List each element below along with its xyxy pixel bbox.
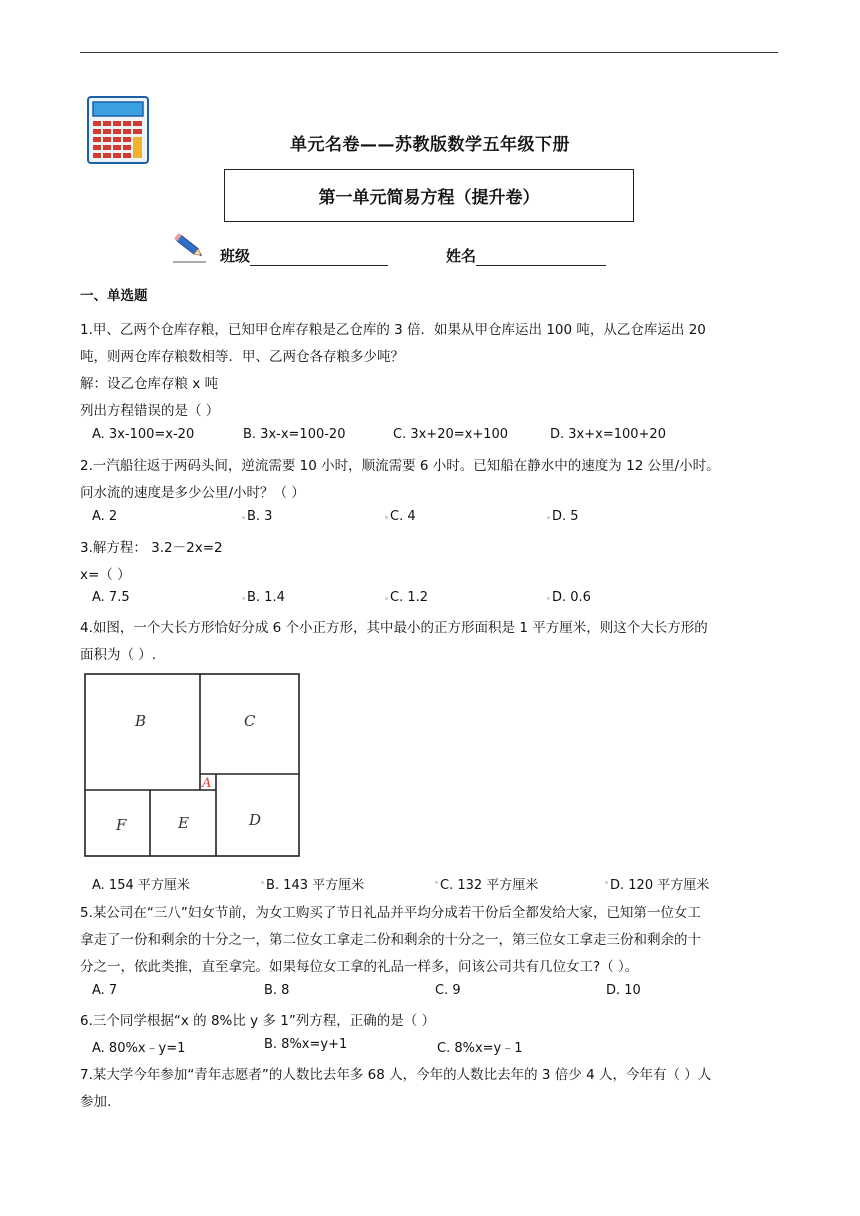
q3-option-d[interactable]: D. 0.6	[552, 590, 591, 605]
name-field	[446, 245, 606, 266]
name-label: 姓名	[446, 247, 477, 265]
figure-label-b: B	[135, 712, 147, 730]
option-marker	[385, 516, 388, 519]
figure-label-f: F	[116, 816, 127, 834]
q4-line2: 面积为（ ）.	[80, 647, 157, 663]
q5-line1: 5.某公司在“三八”妇女节前，为女工购买了节日礼品并平均分成若干份后全都发给大家，已知第一位女工	[80, 905, 701, 921]
figure-label-d: D	[249, 811, 262, 829]
q2-option-d[interactable]: D. 5	[552, 509, 579, 524]
option-marker	[261, 881, 264, 884]
q3-line1: 3.解方程： 3.2－2x=2	[80, 540, 223, 556]
q4-option-c[interactable]: C. 132 平方厘米	[440, 878, 539, 893]
q1-line2: 吨，则两仓库存粮数相等．甲、乙两仓各存粮多少吨？	[80, 349, 404, 365]
q2-option-a[interactable]: A. 2	[92, 509, 118, 524]
q1-line3: 解：设乙仓库存粮 x 吨	[80, 376, 219, 392]
figure-label-e: E	[178, 814, 189, 832]
option-marker	[605, 881, 608, 884]
q6-option-a[interactable]: A. 80%x﹣y=1	[92, 1041, 186, 1056]
top-rule	[80, 52, 778, 53]
q4-line1: 4.如图，一个大长方形恰好分成 6 个小正方形，其中最小的正方形面积是 1 平方厘米，则这个大长方形的	[80, 620, 708, 636]
q1-line1: 1.甲、乙两个仓库存粮，已知甲仓库存粮是乙仓库的 3 倍．如果从甲仓库运出 100 吨，从乙仓库运出 20	[80, 322, 706, 338]
q2-line1: 2.一汽船往返于两码头间，逆流需要 10 小时，顺流需要 6 小时。已知船在静水中的速度为 12 公里/小时。	[80, 458, 720, 474]
q1-option-c[interactable]: C. 3x+20=x+100	[393, 427, 509, 442]
q1-option-d[interactable]: D. 3x+x=100+20	[550, 427, 666, 442]
q5-line2: 拿走了一份和剩余的十分之一，第二位女工拿走二份和剩余的十分之一，第三位女工拿走三份和剩余的十	[80, 932, 701, 948]
q4-option-d[interactable]: D. 120 平方厘米	[610, 878, 710, 893]
q4-option-a[interactable]: A. 154 平方厘米	[92, 878, 190, 893]
q3-option-b[interactable]: B. 1.4	[247, 590, 285, 605]
pencil-icon	[172, 232, 208, 264]
section-title: 一、单选题	[80, 288, 148, 304]
option-marker	[547, 516, 550, 519]
q1-option-a[interactable]: A. 3x-100=x-20	[92, 427, 195, 442]
figure-label-a: A	[202, 776, 212, 791]
class-blank[interactable]	[250, 249, 388, 266]
option-marker	[242, 597, 245, 600]
q3-option-a[interactable]: A. 7.5	[92, 590, 130, 605]
q1-option-b[interactable]: B. 3x-x=100-20	[243, 427, 346, 442]
option-marker	[242, 516, 245, 519]
q6-option-b[interactable]: B. 8%x=y+1	[264, 1037, 348, 1052]
q7-line1: 7.某大学今年参加“青年志愿者”的人数比去年多 68 人，今年的人数比去年的 3 倍少 4 人，今年有（ ）人	[80, 1067, 712, 1083]
q5-option-c[interactable]: C. 9	[435, 983, 461, 998]
figure-label-c: C	[244, 712, 256, 730]
option-marker	[385, 597, 388, 600]
subtitle-box	[224, 169, 634, 222]
q6-option-c[interactable]: C. 8%x=y﹣1	[437, 1041, 523, 1056]
q5-option-b[interactable]: B. 8	[264, 983, 290, 998]
option-marker	[435, 881, 438, 884]
q3-line2: x=（ ）	[80, 567, 131, 583]
q4-option-b[interactable]: B. 143 平方厘米	[266, 878, 365, 893]
option-marker	[547, 597, 550, 600]
class-field	[220, 245, 388, 266]
document-title: 单元名卷——苏教版数学五年级下册	[290, 135, 570, 155]
q5-line3: 分之一，依此类推，直至拿完。如果每位女工拿的礼品一样多，问该公司共有几位女工?（ ）。	[80, 959, 639, 975]
q2-option-b[interactable]: B. 3	[247, 509, 273, 524]
squares-figure	[84, 673, 300, 857]
document-subtitle: 第一单元简易方程（提升卷）	[318, 188, 540, 208]
q7-line2: 参加.	[80, 1094, 112, 1110]
name-blank[interactable]	[476, 249, 606, 266]
q3-option-c[interactable]: C. 1.2	[390, 590, 429, 605]
q6-line1: 6.三个同学根据“x 的 8%比 y 多 1”列方程，正确的是（ ）	[80, 1013, 436, 1029]
q5-option-a[interactable]: A. 7	[92, 983, 118, 998]
class-label: 班级	[220, 247, 251, 265]
q5-option-d[interactable]: D. 10	[606, 983, 641, 998]
q2-line2: 问水流的速度是多少公里/小时？（ ）	[80, 485, 305, 501]
q1-line4: 列出方程错误的是（ ）	[80, 403, 220, 419]
q2-option-c[interactable]: C. 4	[390, 509, 416, 524]
